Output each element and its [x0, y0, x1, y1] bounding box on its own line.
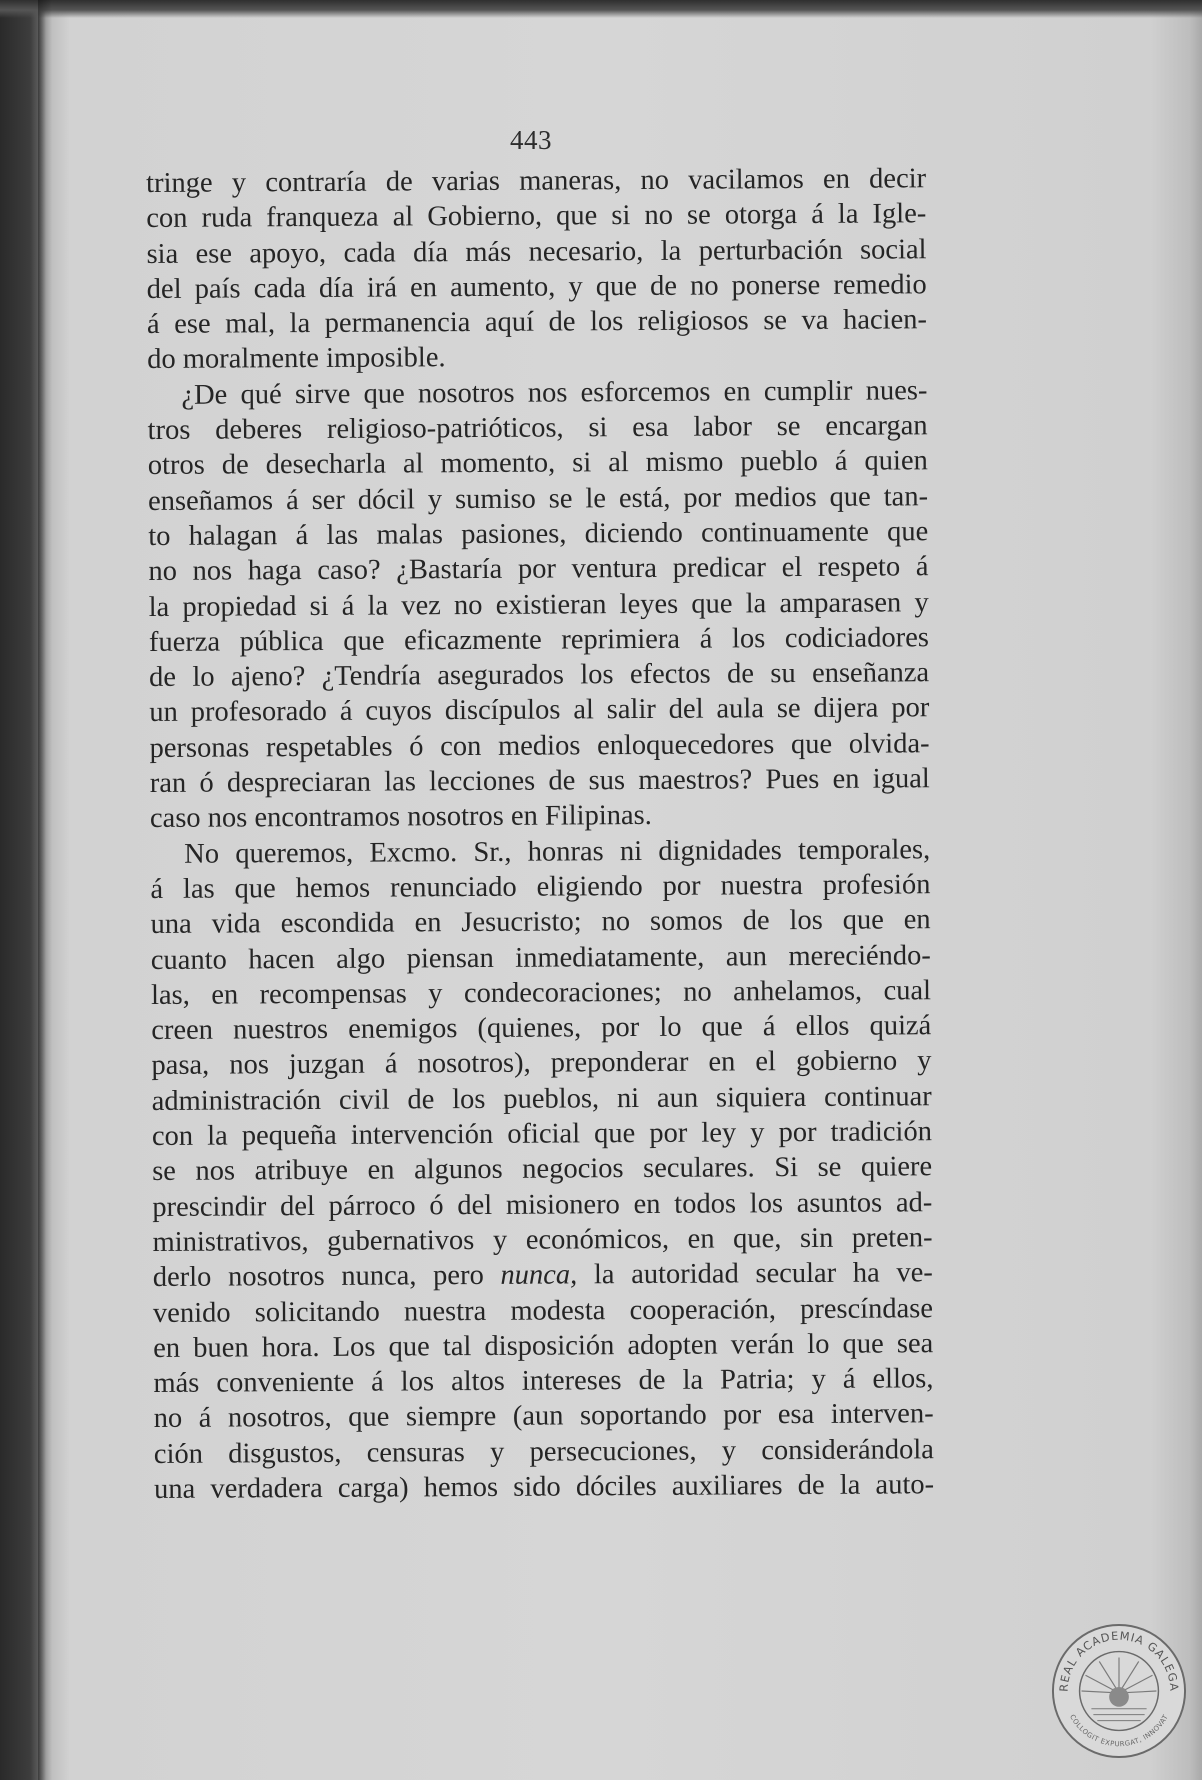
text-line: una verdadera carga) hemos sido dóciles auxiliares de la auto-: [153, 1469, 935, 1505]
text-line: tros deberes religioso-patrióticos, si esa labor se encargan: [147, 410, 928, 447]
book-spine-shadow: [38, 0, 52, 1780]
text-line: ran ó despreciaran las lecciones de sus maestros? Pues en igual: [149, 763, 930, 800]
text-line: pasa, nos juzgan á nosotros), preponderar en el gobierno y: [151, 1045, 932, 1082]
text-line: con ruda franqueza al Gobierno, que si no se otorga á la Igle-: [146, 198, 927, 235]
text-line: enseñamos á ser dócil y sumiso se le está, por medios que tan-: [147, 480, 929, 517]
text-line: de lo ajeno? ¿Tendría asegurados los efectos de su enseñanza: [149, 657, 930, 694]
text-line: ministrativos, gubernativos y económicos, en que, sin preten-: [152, 1222, 933, 1258]
body-text: [146, 161, 934, 1507]
text-line: un profesorado á cuyos discípulos al salir del aula se dijera por: [149, 692, 930, 729]
text-line: del país cada día irá en aumento, y que de no ponerse remedio: [146, 269, 927, 305]
text-line: una vida escondida en Jesucristo; no somos de los que en: [150, 904, 931, 941]
text-line: to halagan á las malas pasiones, diciendo continuamente que: [148, 516, 929, 552]
text-segment: derlo nosotros nunca, pero: [152, 1260, 501, 1294]
text-line: se nos atribuye en algunos negocios seculares. Si se quiere: [152, 1151, 933, 1188]
top-edge-shadow: [0, 0, 1202, 18]
text-line: cuanto hacen algo piensan inmediatamente, aun mereciéndo-: [150, 939, 931, 976]
stamp-ring-text: REAL ACADEMIA GALEGA: [1056, 1628, 1182, 1693]
text-line: á ese mal, la permanencia aquí de los religiosos se va hacien-: [146, 304, 928, 341]
text-line: administración civil de los pueblos, ni aun siquiera continuar: [151, 1080, 932, 1117]
text-line: á las que hemos renunciado eligiendo por nuestra profesión: [150, 869, 931, 905]
stamp-bottom-text: COLLOGIT EXPURGAT, INNOVAT: [1068, 1713, 1170, 1749]
text-line: en buen hora. Los que tal disposición adopten verán lo que sea: [153, 1328, 934, 1364]
text-line: ¿De qué sirve que nosotros nos esforcemos en cumplir nues-: [181, 375, 928, 411]
text-line: personas respetables ó con medios enloquecedores que olvida-: [149, 727, 930, 764]
text-line: venido solicitando nuestra modesta cooperación, prescíndase: [152, 1292, 934, 1329]
text-line: No queremos, Excmo. Sr., honras ni dignidades temporales,: [184, 833, 931, 870]
text-line: las, en recompensas y condecoraciones; no anhelamos, cual: [150, 975, 932, 1011]
text-line: creen nuestros enemigos (quienes, por lo que á ellos quizá: [151, 1010, 932, 1047]
text-line: ción disgustos, censuras y persecuciones, y considerándola: [153, 1433, 934, 1470]
library-stamp-seal: [1050, 1622, 1188, 1760]
text-line: tringe y contraría de varias maneras, no vacilamos en decir: [146, 163, 927, 199]
text-line: sia ese apoyo, cada día más necesario, la perturbación social: [146, 233, 927, 270]
text-line: no nos haga caso? ¿Bastaría por ventura predicar el respeto á: [148, 551, 929, 588]
text-line: fuerza pública que eficazmente reprimiera á los codiciadores: [148, 622, 929, 658]
page-number: 443: [510, 125, 552, 155]
text-line: otros de desecharla al momento, si al mismo pueblo á quien: [147, 445, 928, 482]
text-segment: la autoridad secular ha ve-: [577, 1257, 933, 1291]
text-line: caso nos encontramos nosotros en Filipinas.: [149, 800, 652, 835]
text-line: prescindir del párroco ó del misionero en todos los asuntos ad-: [152, 1186, 933, 1223]
text-line: más conveniente á los altos intereses de la Patria; y á ellos,: [153, 1363, 934, 1400]
emphasis-text: nunca,: [500, 1259, 578, 1292]
text-line: [153, 1255, 933, 1295]
text-line: la propiedad si á la vez no existieran leyes que la amparasen y: [148, 586, 929, 623]
text-line: con la pequeña intervención oficial que por ley y por tradición: [151, 1116, 933, 1152]
text-line: no á nosotros, que siempre (aun soportando por esa interven-: [153, 1398, 934, 1435]
text-line: do moralmente imposible.: [147, 342, 446, 376]
